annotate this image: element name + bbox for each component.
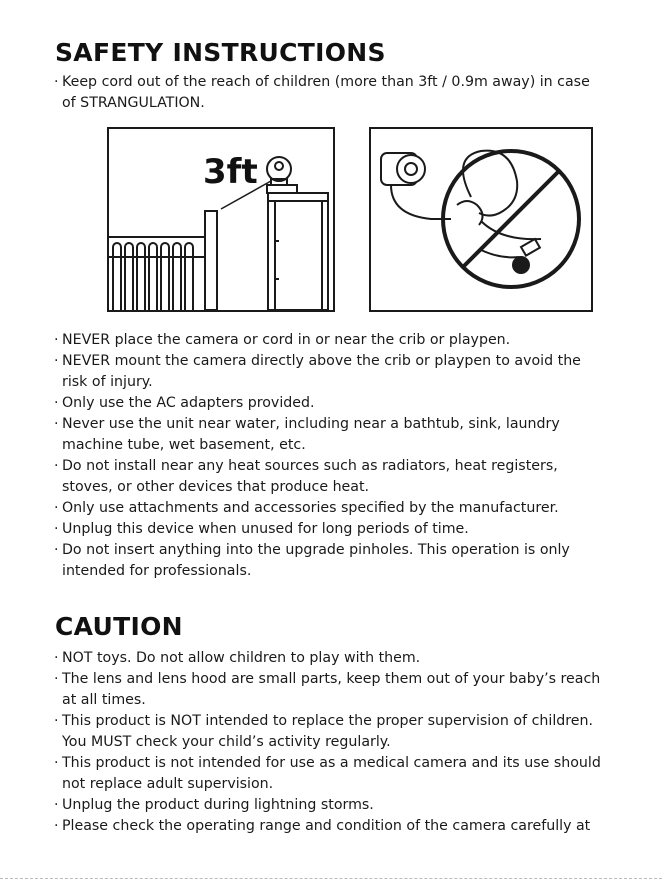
list-item-line: machine tube, wet basement, etc. xyxy=(62,437,306,453)
page-edge-divider xyxy=(0,878,662,879)
safety-intro-list xyxy=(54,72,654,114)
list-item-line: · NEVER place the camera or cord in or near the crib or playpen. xyxy=(62,332,511,348)
list-item xyxy=(54,498,654,519)
list-item-line: · NEVER mount the camera directly above the crib or playpen to avoid the xyxy=(62,353,581,369)
list-item-line: · This product is NOT intended to replace the proper supervision of children. xyxy=(62,713,594,729)
crib-distance-drawing xyxy=(109,129,333,310)
list-item xyxy=(54,456,654,498)
list-item xyxy=(54,351,654,393)
list-item xyxy=(54,795,654,816)
list-item-line: not replace adult supervision. xyxy=(62,776,274,792)
caution-heading: CAUTION xyxy=(55,612,183,641)
distance-label: 3ft xyxy=(203,152,258,192)
list-item-line: of STRANGULATION. xyxy=(62,95,205,111)
baby-camera-prohibited-illustration xyxy=(369,127,593,312)
list-item-line: · The lens and lens hood are small parts, keep them out of your baby’s reach xyxy=(62,671,601,687)
caution-list xyxy=(54,648,654,837)
list-item-line: · Never use the unit near water, including near a bathtub, sink, laundry xyxy=(62,416,560,432)
list-item-line: · Only use attachments and accessories specified by the manufacturer. xyxy=(62,500,559,516)
list-item-line: · Do not insert anything into the upgrade pinholes. This operation is only xyxy=(62,542,570,558)
list-item xyxy=(54,519,654,540)
list-item-line: intended for professionals. xyxy=(62,563,252,579)
list-item-line: · This product is not intended for use as a medical camera and its use should xyxy=(62,755,601,771)
list-item xyxy=(54,540,654,582)
crib-distance-illustration xyxy=(107,127,335,312)
list-item-line: · Unplug the product during lightning storms. xyxy=(62,797,374,813)
list-item xyxy=(54,648,654,669)
prohibited-drawing xyxy=(371,129,591,310)
list-item xyxy=(54,414,654,456)
list-item xyxy=(54,330,654,351)
list-item xyxy=(54,669,654,711)
list-item xyxy=(54,816,654,837)
list-item-line: You MUST check your child’s activity regularly. xyxy=(62,734,391,750)
list-item-line: stoves, or other devices that produce heat. xyxy=(62,479,370,495)
list-item-line: risk of injury. xyxy=(62,374,153,390)
list-item-line: · NOT toys. Do not allow children to play with them. xyxy=(62,650,421,666)
list-item xyxy=(54,72,654,114)
list-item xyxy=(54,711,654,753)
list-item-line: · Only use the AC adapters provided. xyxy=(62,395,315,411)
list-item-line: · Do not install near any heat sources such as radiators, heat registers, xyxy=(62,458,558,474)
safety-heading: SAFETY INSTRUCTIONS xyxy=(55,38,386,67)
list-item xyxy=(54,393,654,414)
list-item-line: at all times. xyxy=(62,692,146,708)
safety-list xyxy=(54,330,654,582)
list-item xyxy=(54,753,654,795)
list-item-line: · Unplug this device when unused for long periods of time. xyxy=(62,521,469,537)
list-item-line: · Please check the operating range and condition of the camera carefully at xyxy=(62,818,591,834)
list-item-line: · Keep cord out of the reach of children (more than 3ft / 0.9m away) in case xyxy=(62,74,590,90)
